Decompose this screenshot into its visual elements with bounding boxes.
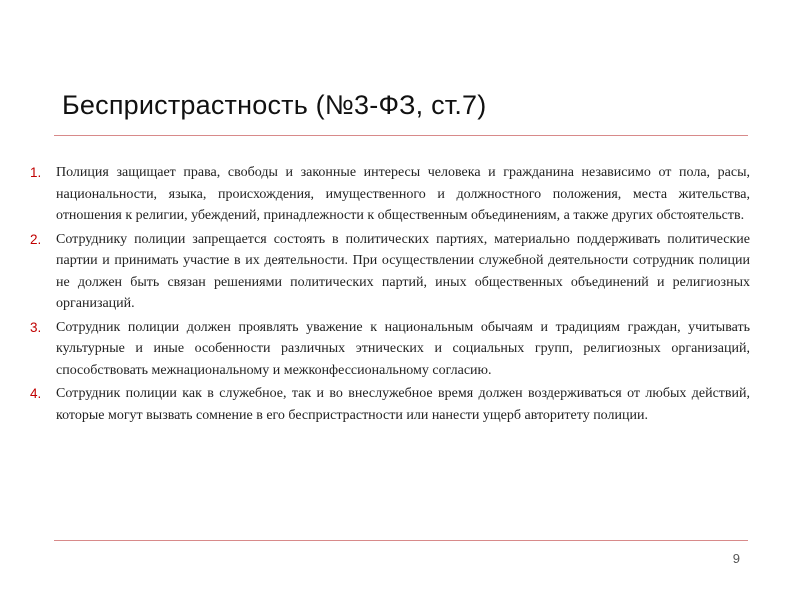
title-divider [54,135,748,136]
list-item-number: 1. [30,165,42,180]
footer-divider [54,540,748,541]
list-item-text: Сотрудник полиции как в служебное, так и во внеслужебное время должен воздерживаться от любых действий, которые могут вызвать сомнение в его беспристрастности или нанести ущерб авторитету полиции. [56,386,750,423]
list-item-number: 3. [30,319,42,335]
list-item-number: 2. [30,231,42,247]
list-item-text: Полиция защищает права, свободы и законные интересы человека и гражданина независимо от пола, расы, национальности, языка, происхождения, имущественного и должностного положения, места жительства, отношения к религии, убеждений, принадлежности к общественным объединениям, а также других обстоятельств. [56,165,750,223]
page-number: 9 [732,551,740,566]
list-item [30,317,750,382]
list-item-text: Сотруднику полиции запрещается состоять в политических партиях, материально поддерживать политические партии и принимать участие в их деятельности. При осуществлении служебной деятельности сотрудник полиции не должен быть связан решениями политических партий, иных общественных объединений и религиозных организаций. [56,231,750,311]
list-item [30,229,750,315]
list-item-text: Сотрудник полиции должен проявлять уважение к национальным обычаям и традициям граждан, учитывать культурные и иные особенности различных этнических и социальных групп, религиозных организаций, способствовать межнациональному и межконфессиональному согласию. [56,319,750,378]
list-item [30,383,750,426]
list-item-number: 4. [30,386,42,401]
list-item [30,162,750,227]
numbered-list [30,162,750,428]
slide-title: Беспристрастность (№3-ФЗ, ст.7) [62,90,487,120]
